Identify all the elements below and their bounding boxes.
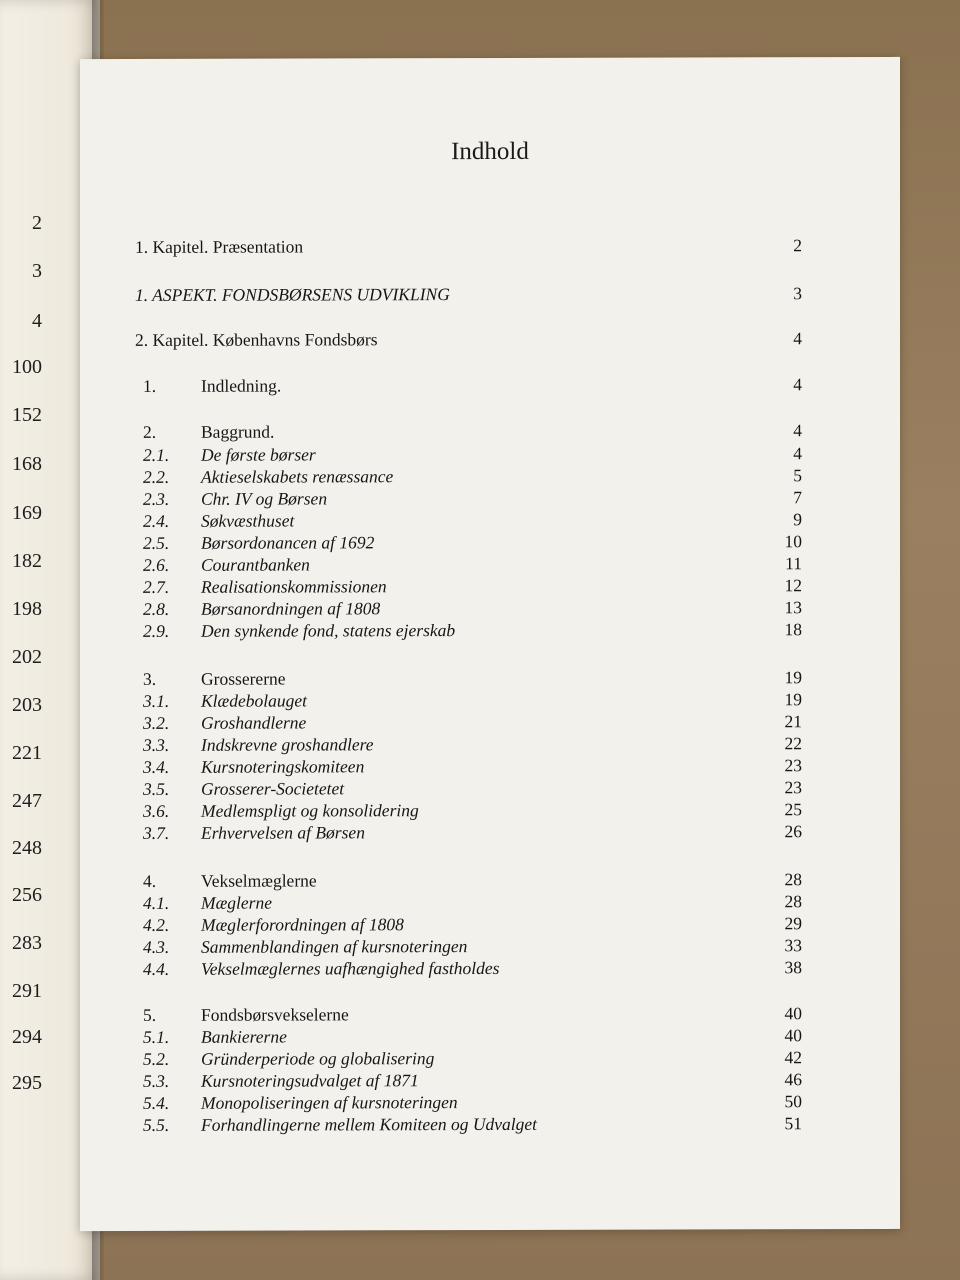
section-number: 1. — [143, 375, 157, 396]
section-number: 5.5. — [143, 1114, 170, 1135]
section-label: De første børser — [201, 444, 316, 465]
section-page: 19 — [784, 667, 802, 688]
left-page-number: 168 — [12, 453, 42, 475]
section-page: 51 — [784, 1113, 802, 1134]
section-label: Baggrund. — [201, 421, 275, 442]
chapter-entry — [135, 235, 802, 258]
section-label: Medlemspligt og konsolidering — [201, 800, 419, 821]
toc-entry — [135, 619, 802, 645]
chapter-page: 2 — [793, 235, 802, 256]
section-number: 3. — [143, 668, 157, 689]
section-page: 33 — [784, 935, 802, 956]
section-label: Grosserer-Societetet — [201, 778, 345, 799]
section-page: 46 — [784, 1069, 802, 1090]
section-number: 4.2. — [143, 914, 170, 935]
section-number: 4.3. — [143, 936, 170, 957]
section-number: 2.5. — [143, 532, 170, 553]
section-label: Sammenblandingen af kursnoteringen — [201, 936, 468, 957]
section-page: 5 — [793, 465, 802, 486]
left-page-number: 202 — [12, 646, 42, 668]
section-number: 3.5. — [143, 778, 170, 799]
section-page: 38 — [784, 957, 802, 978]
left-page-number: 152 — [12, 404, 42, 426]
section-label: Courantbanken — [201, 554, 310, 575]
left-page-number: 198 — [12, 598, 42, 620]
section-number: 2.7. — [143, 576, 170, 597]
section-number: 5.4. — [143, 1092, 170, 1113]
section-page: 23 — [784, 755, 802, 776]
section-number: 2.4. — [143, 510, 170, 531]
section-page: 26 — [784, 821, 802, 842]
section-number: 3.3. — [143, 734, 170, 755]
section-label: Vekselmæglernes uafhængighed fastholdes — [201, 957, 500, 979]
left-page-number: 256 — [12, 884, 42, 906]
section-label: Kursnoteringsudvalget af 1871 — [201, 1070, 419, 1091]
left-page-number: 248 — [12, 837, 42, 859]
section-label: Mæglerne — [201, 892, 272, 913]
section-page: 28 — [784, 891, 802, 912]
section-number: 5.1. — [143, 1026, 170, 1047]
section-label: Chr. IV og Børsen — [201, 488, 328, 509]
section-page: 25 — [784, 799, 802, 820]
section-number: 4.1. — [143, 892, 170, 913]
chapter-label: 2. Kapitel. Københavns Fondsbørs — [135, 329, 378, 350]
section-label: Realisationskommissionen — [201, 576, 387, 597]
section-page: 9 — [793, 509, 802, 530]
section-label: Groshandlerne — [201, 712, 307, 733]
section-page: 21 — [784, 711, 802, 732]
left-page-number: 247 — [12, 790, 42, 812]
chapter-entry — [135, 328, 802, 351]
toc-entry — [135, 821, 802, 847]
toc-entry — [135, 420, 802, 446]
section-label: Aktieselskabets renæssance — [201, 466, 394, 487]
section-page: 13 — [784, 597, 802, 618]
section-page: 23 — [784, 777, 802, 798]
section-number: 2.2. — [143, 466, 170, 487]
section-label: Erhvervelsen af Børsen — [201, 822, 365, 843]
contents-page — [80, 57, 900, 1231]
section-label: Klædebolauget — [201, 690, 307, 711]
section-label: Børsanordningen af 1808 — [201, 598, 381, 619]
chapter-label: 1. Kapitel. Præsentation — [135, 236, 304, 257]
section-label: Grossererne — [201, 668, 286, 689]
section-label: Kursnoteringskomiteen — [201, 756, 365, 777]
section-label: Monopoliseringen af kursnoteringen — [201, 1092, 458, 1113]
left-page-number: 2 — [32, 212, 42, 234]
section-number: 2.6. — [143, 554, 170, 575]
section-page: 4 — [793, 420, 802, 441]
section-label: Søkvæsthuset — [201, 510, 295, 531]
section-number: 4.4. — [143, 958, 170, 979]
toc-entry — [135, 1113, 802, 1139]
section-number: 2.8. — [143, 598, 170, 619]
section-label: Bankiererne — [201, 1026, 287, 1047]
left-page-number: 283 — [12, 932, 42, 954]
section-number: 4. — [143, 870, 157, 891]
section-label: Gründerperiode og globalisering — [201, 1048, 435, 1069]
section-number: 3.6. — [143, 800, 170, 821]
section-number: 2.3. — [143, 488, 170, 509]
left-page-number: 291 — [12, 980, 42, 1002]
toc-entry — [135, 957, 802, 983]
section-number: 3.4. — [143, 756, 170, 777]
left-page-number: 294 — [12, 1026, 42, 1048]
section-page: 4 — [793, 374, 802, 395]
section-page: 22 — [784, 733, 802, 754]
chapter-page: 4 — [793, 328, 802, 349]
section-number: 5.2. — [143, 1048, 170, 1069]
section-page: 10 — [784, 531, 802, 552]
section-page: 50 — [784, 1091, 802, 1112]
chapter-page: 3 — [793, 283, 802, 304]
page-title: Indhold — [451, 137, 529, 166]
left-page-number: 221 — [12, 742, 42, 764]
section-number: 5. — [143, 1004, 157, 1025]
section-number: 3.1. — [143, 690, 170, 711]
left-page-number: 100 — [12, 356, 42, 378]
toc-entry — [135, 374, 802, 400]
left-page-number: 295 — [12, 1072, 42, 1094]
section-page: 29 — [784, 913, 802, 934]
section-page: 7 — [793, 487, 802, 508]
section-label: Den synkende fond, statens ejerskab — [201, 620, 456, 641]
section-number: 3.7. — [143, 822, 170, 843]
section-page: 40 — [784, 1025, 802, 1046]
section-page: 19 — [784, 689, 802, 710]
section-label: Fondsbørsvekselerne — [201, 1004, 349, 1025]
section-label: Vekselmæglerne — [201, 870, 317, 891]
left-page-number: 3 — [32, 260, 42, 282]
section-number: 3.2. — [143, 712, 170, 733]
left-page-number: 203 — [12, 694, 42, 716]
left-page-number: 182 — [12, 550, 42, 572]
section-page: 42 — [784, 1047, 802, 1068]
section-label: Indledning. — [201, 375, 282, 396]
section-number: 5.3. — [143, 1070, 170, 1091]
section-page: 28 — [784, 869, 802, 890]
section-label: Indskrevne groshandlere — [201, 734, 374, 755]
section-number: 2.1. — [143, 444, 170, 465]
left-page-number: 4 — [32, 310, 42, 332]
section-page: 40 — [784, 1003, 802, 1024]
section-label: Mæglerforordningen af 1808 — [201, 914, 404, 935]
chapter-entry — [135, 283, 802, 306]
section-page: 12 — [784, 575, 802, 596]
left-page-number: 169 — [12, 502, 42, 524]
section-label: Forhandlingerne mellem Komiteen og Udvalget — [201, 1113, 538, 1135]
section-page: 18 — [784, 619, 802, 640]
section-page: 4 — [793, 443, 802, 464]
chapter-label: 1. ASPEKT. FONDSBØRSENS UDVIKLING — [135, 284, 450, 305]
section-page: 11 — [785, 553, 802, 574]
section-number: 2. — [143, 421, 157, 442]
section-label: Børsordonancen af 1692 — [201, 532, 375, 553]
section-number: 2.9. — [143, 620, 170, 641]
